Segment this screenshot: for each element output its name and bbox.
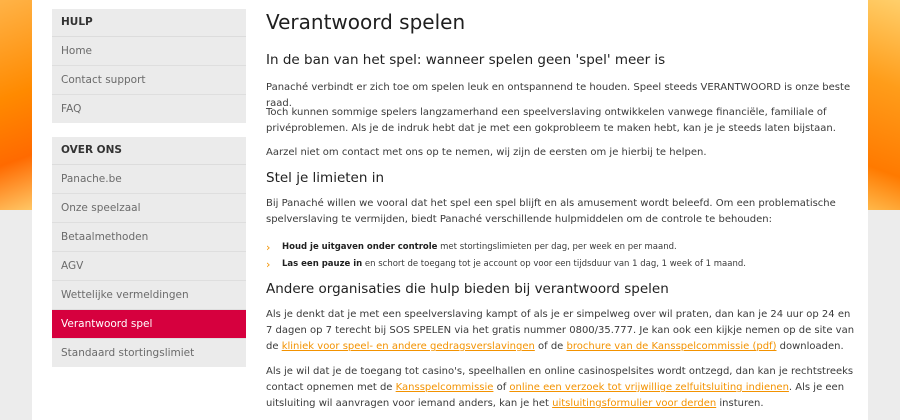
sidebar-item-betaalmethoden[interactable]: Betaalmethoden xyxy=(52,223,246,252)
list-item-bold: Houd je uitgaven onder controle xyxy=(282,242,438,252)
chevron-right-icon: › xyxy=(266,241,271,254)
sidebar-item-stortingslimiet[interactable]: Standaard stortingslimiet xyxy=(61,347,195,359)
link-zelfuitsluiting[interactable]: online een verzoek tot vrijwillige zelfuitsluiting indienen xyxy=(509,382,789,393)
link-uitsluitingsformulier[interactable]: uitsluitingsformulier voor derden xyxy=(552,398,717,409)
paragraph-exclusion xyxy=(266,364,856,412)
section-heading-gambling: In de ban van het spel: wanneer spelen geen 'spel' meer is xyxy=(266,52,666,68)
sidebar-item-verantwoord-spel[interactable]: Verantwoord spel xyxy=(52,310,246,339)
sidebar-heading-about: OVER ONS xyxy=(52,137,246,165)
sidebar-item-contact-support[interactable]: Contact support xyxy=(52,66,246,95)
paragraph-contact: Aarzel niet om contact met ons op te nemen, wij zijn de eersten om je hierbij te helpen. xyxy=(266,147,707,158)
background-gray-left xyxy=(0,210,32,420)
paragraph-sos-spelen xyxy=(266,307,856,355)
link-kliniek[interactable]: kliniek voor speel- en andere gedragsverslavingen xyxy=(281,341,535,352)
text-fragment: of xyxy=(493,382,510,393)
text-fragment: downloaden. xyxy=(776,341,844,352)
sidebar-item-faq[interactable]: FAQ xyxy=(61,103,82,115)
link-brochure[interactable]: brochure van de Kansspelcommissie (pdf) xyxy=(566,341,777,352)
sidebar xyxy=(52,9,246,381)
section-heading-limits: Stel je limieten in xyxy=(266,170,385,186)
text-fragment: . Als je een uitsluiting wil aanvragen voor iemand anders, kan je het xyxy=(266,382,845,409)
text-fragment: insturen. xyxy=(716,398,764,409)
background-gray-right xyxy=(868,210,900,420)
text-fragment: Als je wil dat je de toegang tot casino's, speelhallen en online casinospelsites wordt ontzegd, dan kan je rechtstreeks contact opnemen met de xyxy=(266,366,854,393)
sidebar-item-agv[interactable]: AGV xyxy=(52,252,246,281)
chevron-right-icon: › xyxy=(266,258,271,271)
sidebar-item-wettelijke-vermeldingen[interactable]: Wettelijke vermeldingen xyxy=(52,281,246,310)
text-fragment: of de xyxy=(534,341,567,352)
sidebar-item-speelzaal[interactable]: Onze speelzaal xyxy=(52,194,246,223)
page-title: Verantwoord spelen xyxy=(266,10,466,34)
sidebar-block-about xyxy=(52,137,246,367)
list-item xyxy=(266,239,856,256)
list-item-text: en schort de toegang tot je account op voor een tijdsduur van 1 dag, 1 week of 1 maand. xyxy=(362,259,746,269)
sidebar-heading-help: HULP xyxy=(52,9,246,37)
link-kansspelcommissie[interactable]: Kansspelcommissie xyxy=(395,382,494,393)
limits-list xyxy=(266,239,856,273)
section-heading-organisations: Andere organisaties die hulp bieden bij verantwoord spelen xyxy=(266,281,669,297)
list-item-text: met stortingslimieten per dag, per week en per maand. xyxy=(437,242,677,252)
main-content xyxy=(266,8,856,409)
page-container xyxy=(32,0,868,420)
sidebar-item-panache[interactable]: Panache.be xyxy=(52,165,246,194)
paragraph-limits: Bij Panaché willen we vooral dat het spel een spel blijft en als amusement wordt beleefd. Om een problematische spelverslaving te vermijden, biedt Panaché verschillende hulpmiddelen om de controle te behouden: xyxy=(266,198,836,225)
decorative-background-right xyxy=(868,0,900,210)
list-item xyxy=(266,256,856,273)
list-item-bold: Las een pauze in xyxy=(282,259,363,269)
paragraph-addiction: Toch kunnen sommige spelers langzamerhand een speelverslaving ontwikkelen vanwege financiële, familiale of privéproblemen. Als je de indruk hebt dat je met een gokprobleem te maken hebt, kan je je steeds laten bijstaan. xyxy=(266,107,836,134)
paragraph-intro: Panaché verbindt er zich toe om spelen leuk en ontspannend te houden. Speel steeds VERANTWOORD is onze beste raad. xyxy=(266,82,851,109)
text-fragment: Als je denkt dat je met een speelverslaving kampt of als je er simpelweg over wil praten, dan kan je 24 uur op 24 en 7 dagen op 7 terecht bij SOS SPELEN via het gratis nummer 0800/35.777. Je kan ook een kijkje nemen op de site van de xyxy=(266,309,855,352)
sidebar-block-help xyxy=(52,9,246,123)
decorative-background-left xyxy=(0,0,32,210)
sidebar-item-home[interactable]: Home xyxy=(52,37,246,66)
